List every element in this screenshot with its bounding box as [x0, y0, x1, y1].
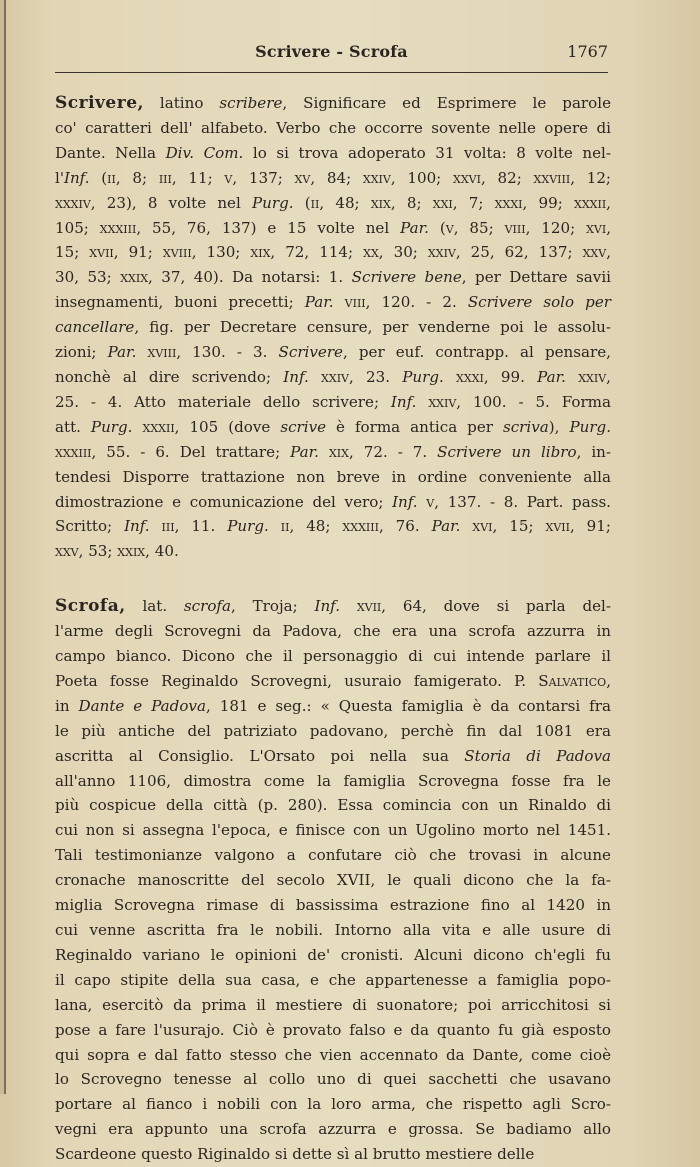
- header-rule: [55, 72, 608, 73]
- text-line: Dante. Nella Div. Com. lo si trova adoperato 31 volta: 8 volte nel-: [55, 143, 611, 162]
- text-line: lo Scrovegno tenesse al collo uno di quei sacchetti che usavano: [55, 1070, 611, 1089]
- entry-scrofa: [55, 594, 611, 1167]
- text-line: le più antiche del patriziato padovano, perchè fin dal 1081 era: [55, 721, 611, 740]
- entry-gap: [55, 564, 611, 594]
- text-line: Scrivere, latino scribere, Significare ed Esprimere le parole: [55, 93, 611, 113]
- text-line: più cospicue della città (p. 280). Essa comincia con un Rinaldo di: [55, 796, 611, 815]
- text-line: pose a fare l'usurajo. Ciò è provato falso e da quanto fu già esposto: [55, 1020, 611, 1039]
- text-line: portare al fianco i nobili con la loro arma, che rispetto agli Scro-: [55, 1095, 611, 1114]
- binding-line: [4, 0, 6, 1094]
- text-line: lana, esercitò da prima il mestiere di suonatore; poi arricchitosi si: [55, 995, 611, 1014]
- text-line: Tali testimonianze valgono a confutare ciò che trovasi in alcune: [55, 846, 611, 865]
- text-line: in Dante e Padova, 181 e seg.: « Questa famiglia è da contarsi fra: [55, 696, 611, 715]
- text-line: xxxiii, 55. - 6. Del trattare; Par. xix, 72. - 7. Scrivere un libro, in-: [55, 442, 611, 461]
- text-line: Scardeone questo Riginaldo si dette sì al brutto mestiere delle: [55, 1145, 535, 1164]
- text-line: zioni; Par. xviii, 130. - 3. Scrivere, per euf. contrapp. al pensare,: [55, 343, 611, 362]
- text-line: Reginaldo variano le opinioni de' cronisti. Alcuni dicono ch'egli fu: [55, 945, 611, 964]
- text-line: all'anno 1106, dimostra come la famiglia Scrovegna fosse fra le: [55, 771, 611, 790]
- text-line: cui non si assegna l'epoca, e finisce con un Ugolino morto nel 1451.: [55, 821, 611, 840]
- text-line: xxxiv, 23), 8 volte nel Purg. (ii, 48; xix, 8; xxi, 7; xxxi, 99; xxxii,: [55, 193, 611, 212]
- text-line: Scrofa, lat. scrofa, Troja; Inf. xvii, 64, dove si parla del-: [55, 596, 611, 617]
- text-line: 15; xvii, 91; xviii, 130; xix, 72, 114; xx, 30; xxiv, 25, 62, 137; xxv,: [55, 243, 611, 262]
- text-line: 25. - 4. Atto materiale dello scrivere; Inf. xxiv, 100. - 5. Forma: [55, 392, 611, 411]
- text-line: campo bianco. Dicono che il personaggio di cui intende parlare il: [55, 647, 611, 666]
- text-line: vegni era appunto una scrofa azzurra e grossa. Se badiamo allo: [55, 1120, 611, 1139]
- running-header: [55, 42, 608, 72]
- page-body: [55, 91, 611, 1167]
- text-line: Poeta fosse Reginaldo Scrovegni, usuraio famigerato. P. Salvatico,: [55, 671, 611, 690]
- text-line: l'arme degli Scrovegni da Padova, che era una scrofa azzurra in: [55, 622, 611, 641]
- headword: Scrofa,: [55, 596, 126, 617]
- text-line: cancellare, fig. per Decretare censure, per venderne poi le assolu-: [55, 318, 611, 337]
- text-line: l'Inf. (ii, 8; iii, 11; v, 137; xv, 84; xxiv, 100; xxvi, 82; xxviii, 12;: [55, 168, 612, 187]
- page-number: 1767: [567, 42, 608, 61]
- text-line: tendesi Disporre trattazione non breve in ordine conveniente alla: [55, 467, 611, 486]
- text-line: cui venne ascritta fra le nobili. Intorno alla vita e alle usure di: [55, 921, 611, 939]
- entry-scrivere: [55, 91, 611, 564]
- text-line: qui sopra e dal fatto stesso che vien accennato da Dante, come cioè: [55, 1045, 611, 1064]
- text-line: 105; xxxiii, 55, 76, 137) e 15 volte nel Par. (v, 85; viii, 120; xvi,: [55, 218, 611, 237]
- text-line: cronache manoscritte del secolo XVII, le quali dicono che la fa-: [55, 871, 611, 890]
- running-head-title: Scrivere - Scrofa: [255, 42, 408, 61]
- text-line: att. Purg. xxxii, 105 (dove scrive è forma antica per scriva), Purg.: [55, 417, 611, 436]
- text-line: il capo stipite della sua casa, e che appartenesse a famiglia popo-: [55, 970, 611, 989]
- text-line: insegnamenti, buoni precetti; Par. viii, 120. - 2. Scrivere solo per: [55, 293, 611, 312]
- text-line: 30, 53; xxix, 37, 40). Da notarsi: 1. Scrivere bene, per Dettare savii: [55, 268, 611, 287]
- text-line: Scritto; Inf. iii, 11. Purg. ii, 48; xxxiii, 76. Par. xvi, 15; xvii, 91;: [55, 517, 611, 536]
- text-line: co' caratteri dell' alfabeto. Verbo che occorre sovente nelle opere di: [55, 118, 611, 137]
- text-line: dimostrazione e comunicazione del vero; Inf. v, 137. - 8. Part. pass.: [55, 492, 611, 511]
- text-line: nonchè al dire scrivendo; Inf. xxiv, 23. Purg. xxxi, 99. Par. xxiv,: [55, 367, 611, 386]
- text-line: xxv, 53; xxix, 40.: [55, 542, 179, 561]
- text-line: miglia Scrovegna rimase di bassissima estrazione fino al 1420 in: [55, 896, 611, 915]
- text-line: ascritta al Consiglio. L'Orsato poi nella sua Storia di Padova: [55, 746, 611, 765]
- headword: Scrivere,: [55, 93, 144, 113]
